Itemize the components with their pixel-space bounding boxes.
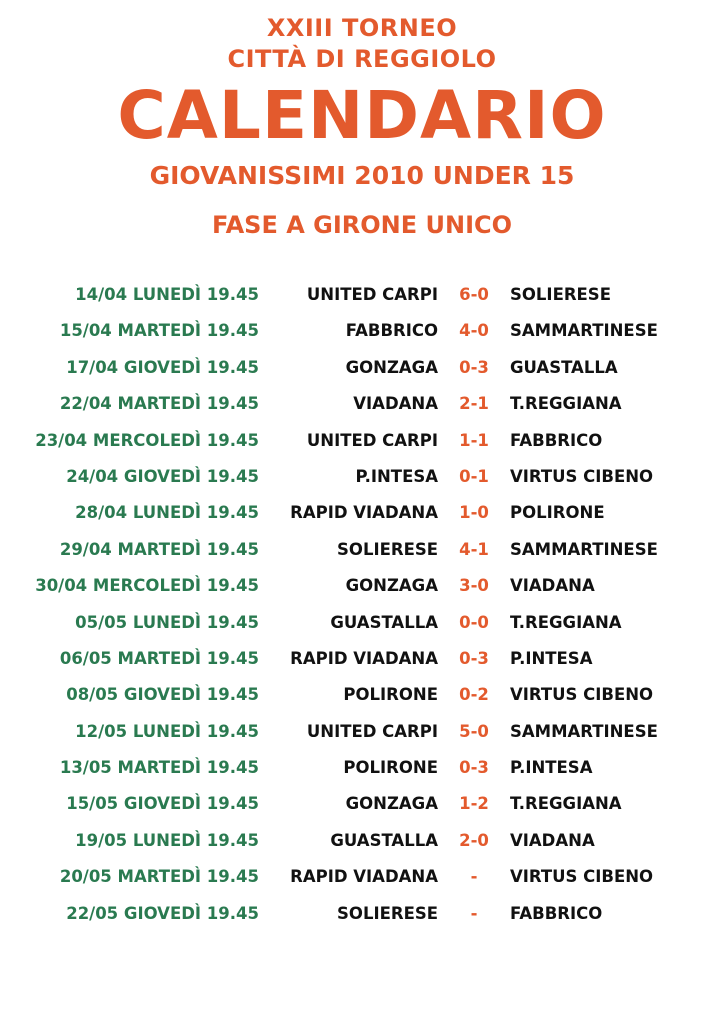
match-row: [0, 459, 724, 495]
home-team: SOLIERESE: [337, 903, 438, 923]
match-row: [0, 714, 724, 750]
match-date: 17/04 GIOVEDÌ 19.45: [66, 357, 259, 377]
home-team: POLIRONE: [343, 758, 438, 778]
home-team: UNITED CARPI: [306, 721, 438, 741]
away-team: VIADANA: [510, 830, 595, 850]
away-team: SAMMARTINESE: [510, 539, 658, 559]
match-date: 24/04 GIOVEDÌ 19.45: [66, 466, 259, 486]
tournament-city: CITTÀ DI REGGIOLO: [227, 45, 497, 73]
match-score: -: [470, 867, 478, 887]
match-date: 08/05 GIOVEDÌ 19.45: [66, 685, 259, 705]
match-score: 4-0: [459, 321, 489, 341]
match-score: 1-0: [459, 503, 489, 523]
match-score: 0-3: [459, 357, 489, 377]
page-title: CALENDARIO: [117, 77, 607, 154]
away-team: P.INTESA: [510, 648, 593, 668]
match-date: 19/05 LUNEDÌ 19.45: [75, 830, 259, 850]
match-row: [0, 823, 724, 859]
away-team: P.INTESA: [510, 758, 593, 778]
away-team: SAMMARTINESE: [510, 321, 658, 341]
match-row: [0, 277, 724, 313]
match-row: [0, 532, 724, 568]
match-score: 2-1: [459, 394, 489, 414]
away-team: T.REGGIANA: [510, 394, 622, 414]
home-team: GUASTALLA: [330, 830, 438, 850]
away-team: VIRTUS CIBENO: [510, 466, 654, 486]
match-date: 28/04 LUNEDÌ 19.45: [75, 503, 259, 523]
away-team: VIRTUS CIBENO: [510, 867, 654, 887]
match-score: 4-1: [459, 539, 489, 559]
match-score: 1-1: [459, 430, 489, 450]
home-team: FABBRICO: [345, 321, 438, 341]
away-team: T.REGGIANA: [510, 612, 622, 632]
match-date: 29/04 MARTEDÌ 19.45: [59, 539, 259, 559]
match-row: [0, 859, 724, 895]
match-date: 12/05 LUNEDÌ 19.45: [75, 721, 259, 741]
tournament-edition: XXIII TORNEO: [266, 14, 458, 42]
match-row: [0, 495, 724, 531]
match-row: [0, 786, 724, 822]
match-score: 6-0: [459, 285, 489, 304]
home-team: RAPID VIADANA: [290, 648, 438, 668]
match-row: [0, 677, 724, 713]
home-team: POLIRONE: [343, 685, 438, 705]
match-row: [0, 896, 724, 932]
away-team: VIRTUS CIBENO: [510, 685, 654, 705]
match-date: 13/05 MARTEDÌ 19.45: [59, 758, 259, 778]
match-row: [0, 641, 724, 677]
match-score: 0-3: [459, 758, 489, 778]
home-team: UNITED CARPI: [306, 430, 438, 450]
away-team: FABBRICO: [510, 430, 603, 450]
match-row: [0, 386, 724, 422]
home-team: VIADANA: [353, 394, 438, 414]
home-team: UNITED CARPI: [306, 285, 438, 304]
match-row: [0, 313, 724, 349]
match-row: [0, 605, 724, 641]
match-date: 15/05 GIOVEDÌ 19.45: [66, 794, 259, 814]
match-date: 30/04 MERCOLEDÌ 19.45: [35, 576, 259, 596]
home-team: P.INTESA: [355, 466, 438, 486]
away-team: SOLIERESE: [510, 285, 611, 304]
home-team: GONZAGA: [345, 794, 438, 814]
away-team: SAMMARTINESE: [510, 721, 658, 741]
match-date: 15/04 MARTEDÌ 19.45: [59, 321, 259, 341]
home-team: GUASTALLA: [330, 612, 438, 632]
match-date: 22/04 MARTEDÌ 19.45: [59, 394, 259, 414]
match-score: 0-1: [459, 466, 489, 486]
match-score: 0-0: [459, 612, 489, 632]
away-team: FABBRICO: [510, 903, 603, 923]
match-date: 23/04 MERCOLEDÌ 19.45: [35, 430, 259, 450]
match-date: 20/05 MARTEDÌ 19.45: [59, 867, 259, 887]
phase-title: FASE A GIRONE UNICO: [211, 211, 513, 239]
home-team: GONZAGA: [345, 576, 438, 596]
home-team: RAPID VIADANA: [290, 503, 438, 523]
away-team: GUASTALLA: [510, 357, 618, 377]
match-row: [0, 350, 724, 386]
match-date: 22/05 GIOVEDÌ 19.45: [66, 903, 259, 923]
match-row: [0, 423, 724, 459]
match-date: 05/05 LUNEDÌ 19.45: [75, 612, 259, 632]
match-score: -: [470, 903, 478, 923]
match-row: [0, 568, 724, 604]
match-score: 1-2: [459, 794, 489, 814]
match-date: 06/05 MARTEDÌ 19.45: [59, 648, 259, 668]
match-score: 0-3: [459, 648, 489, 668]
match-score: 0-2: [459, 685, 489, 705]
home-team: RAPID VIADANA: [290, 867, 438, 887]
home-team: SOLIERESE: [337, 539, 438, 559]
match-score: 5-0: [459, 721, 489, 741]
away-team: T.REGGIANA: [510, 794, 622, 814]
match-date: 14/04 LUNEDÌ 19.45: [75, 285, 259, 304]
home-team: GONZAGA: [345, 357, 438, 377]
match-list: [0, 277, 724, 932]
match-score: 2-0: [459, 830, 489, 850]
match-score: 3-0: [459, 576, 489, 596]
match-row: [0, 750, 724, 786]
away-team: VIADANA: [510, 576, 595, 596]
category-title: GIOVANISSIMI 2010 UNDER 15: [149, 161, 575, 190]
away-team: POLIRONE: [510, 503, 605, 523]
